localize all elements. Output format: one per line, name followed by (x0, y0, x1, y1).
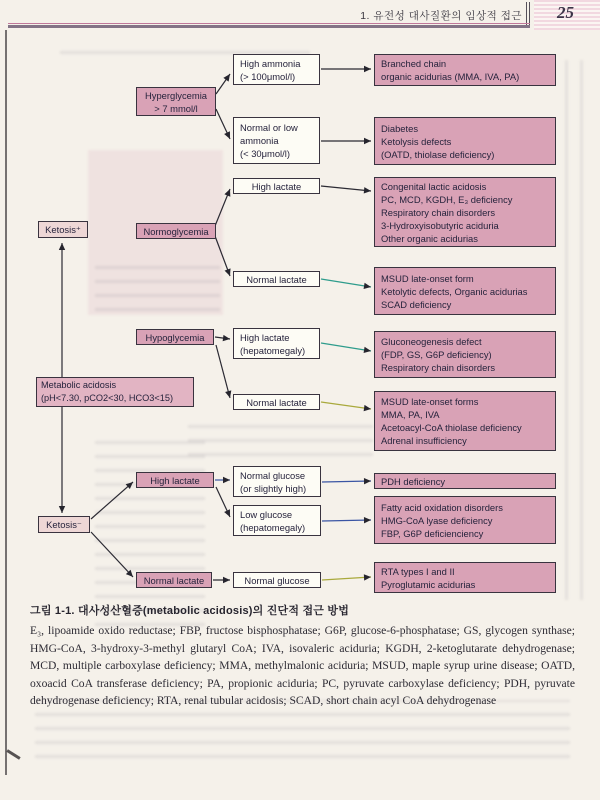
figure-caption (30, 602, 575, 710)
node-line: High lactate (240, 331, 290, 343)
node-normal-lactate-3 (136, 572, 212, 588)
node-hypoglycemia (136, 329, 214, 345)
node-line: Other organic acidurias (381, 232, 478, 244)
node-line: Normal glucose (244, 574, 310, 586)
figure-caption-title (30, 602, 575, 618)
node-line: (OATD, thiolase deficiency) (381, 148, 495, 160)
node-line: Hypoglycemia (145, 331, 205, 343)
edge-ketosis-minus-to-high-lactate-2 (91, 482, 133, 519)
node-line: Branched chain (381, 58, 447, 69)
node-line: 3-Hydroxyisobutyric aciduria (381, 219, 499, 231)
node-line: Ketolysis defects (381, 135, 452, 147)
node-line: Pyroglutamic acidurias (381, 578, 476, 590)
arrowhead (59, 243, 65, 250)
node-normal-glucose-1 (233, 466, 321, 497)
node-hyperglycemia (136, 87, 216, 116)
node-line: Diabetes (381, 122, 419, 134)
edge-normal-glucose-2-to-rta (322, 577, 371, 580)
node-line: Acetoacyl-CoA thiolase deficiency (381, 422, 522, 433)
node-line: MSUD late-onset form (381, 272, 474, 284)
arrowhead (364, 574, 371, 580)
node-line: Metabolic acidosis (41, 380, 117, 390)
node-line: Low glucose (240, 508, 293, 520)
node-line: Ketolytic defects, Organic acidurias (381, 285, 528, 297)
node-line: High lactate (150, 474, 200, 486)
arrowhead (364, 66, 371, 72)
figure-label: 그림 1-1. (30, 605, 75, 617)
node-rta (374, 562, 556, 593)
arrowhead (364, 347, 371, 353)
node-ketosis-minus (38, 516, 90, 533)
node-line: (> 100μmol/l) (240, 70, 296, 82)
node-msud-late-onset-forms (374, 391, 556, 451)
node-normal-glucose-2 (233, 572, 321, 588)
node-normal-lactate-1 (233, 271, 320, 287)
node-line: (or slightly high) (240, 482, 307, 494)
node-line: PC, MCD, KGDH, E₃ deficiency (381, 193, 513, 205)
node-low-glucose (233, 505, 321, 536)
node-line: (< 30μmol/l) (240, 148, 290, 159)
figure-title: 대사성산혈증(metabolic acidosis)의 진단적 접근 방법 (77, 605, 350, 617)
node-high-lactate-2 (136, 472, 214, 488)
node-line: (FDP, GS, G6P deficiency) (381, 349, 492, 360)
node-line: Normoglycemia (143, 225, 209, 237)
node-line: SCAD deficiency (381, 298, 452, 310)
node-line: HMG-CoA lyase deficiency (381, 514, 493, 526)
node-pdh-deficiency (374, 473, 556, 489)
node-line: High lactate (251, 180, 302, 192)
arrowhead (225, 268, 231, 276)
arrowhead (223, 477, 230, 483)
node-line: PDH deficiency (381, 475, 446, 487)
node-fatty-acid-oxidation (374, 496, 556, 544)
node-diabetes (374, 117, 556, 165)
arrowhead (59, 506, 65, 513)
arrowhead (364, 478, 371, 484)
node-line: Normal or low (240, 122, 298, 133)
node-branched-chain (374, 54, 556, 86)
edge-ketosis-minus-to-normal-lactate-3 (91, 532, 133, 577)
node-line: (hepatomegaly) (240, 521, 306, 533)
edge-hypoglycemia-to-normal-lactate-2 (216, 345, 230, 398)
node-line: > 7 mmol/l (154, 102, 198, 114)
arrowhead (223, 577, 230, 583)
node-line: Adrenal insufficiency (381, 435, 467, 446)
node-line: Normal glucose (240, 469, 306, 481)
node-line: High ammonia (240, 57, 301, 69)
abbreviation-list: E₃, lipoamide oxido reductase; FBP, fructose bisphosphatase; G6P, glucose-6-phosphatase; GS, glycogen synthase; HMG-CoA, 3-hydroxy-3-methyl glutaryl CoA; IVA, isovaleric aciduria; KGDH, 2-ketoglutarate dehydrogenase; MCD, multiple carboxylase deficiency; MMA, methylmalonic aciduria; MSUD, maple syrup urine disease; OATD, oxoacid CoA transferase deficiency; PA, propionic aciduria; PC, pyruvate carboxylase deficiency; PDH, pyruvate dehydrogenase deficiency; RTA, renal tubular acidosis; SCAD, short chain acyl CoA dehydrogenase (30, 624, 575, 707)
node-gluconeogenesis-defect (374, 331, 556, 378)
chapter-title: 1. 유전성 대사질환의 임상적 접근 (360, 10, 522, 22)
arrowhead (364, 405, 371, 411)
node-normal-lactate-2 (233, 394, 320, 410)
node-line: Normal lactate (246, 273, 307, 285)
node-line: (hepatomegaly) (240, 344, 306, 356)
node-normal-low-ammonia (233, 117, 320, 164)
arrowhead (364, 138, 371, 144)
edge-normal-lactate-to-msud (321, 279, 371, 287)
node-normoglycemia (136, 223, 216, 239)
node-line: (pH<7.30, pCO2<30, HCO3<15) (41, 393, 174, 403)
node-line: Ketosis⁻ (46, 519, 82, 530)
node-ketosis-plus (38, 221, 88, 238)
node-high-lactate-1 (233, 178, 320, 194)
node-line: Gluconeogenesis defect (381, 336, 482, 347)
node-line: FBP, G6P deficienciency (381, 527, 484, 539)
edge-high-lactate-to-congenital (321, 186, 371, 191)
node-line: ammonia (240, 135, 279, 146)
page-number: 25 (557, 3, 574, 22)
node-msud-late-onset-form (374, 267, 556, 315)
arrowhead (223, 335, 230, 341)
node-line: Congenital lactic acidosis (381, 180, 487, 192)
node-line: organic acidurias (MMA, IVA, PA) (381, 71, 520, 82)
edge-normal-lactate-2-to-msud-forms (321, 402, 371, 409)
edge-low-glucose-to-fatty (322, 520, 371, 521)
edge-high-lactate-hep-to-gluconeogenesis (321, 343, 371, 351)
node-line: MSUD late-onset forms (381, 396, 479, 407)
node-line: RTA types I and II (381, 565, 455, 577)
node-high-ammonia (233, 54, 320, 85)
node-line: Fatty acid oxidation disorders (381, 501, 503, 513)
node-line: Ketosis⁺ (45, 224, 81, 235)
node-line: Normal lactate (246, 396, 307, 408)
node-high-lactate-hepatomegaly (233, 328, 320, 359)
node-congenital-lactic-acidosis (374, 177, 556, 247)
node-line: Respiratory chain disorders (381, 362, 496, 373)
node-line: Hyperglycemia (145, 89, 207, 101)
arrowhead (223, 74, 230, 82)
arrowhead (364, 283, 371, 289)
node-metabolic-acidosis (36, 377, 194, 407)
node-line: Normal lactate (143, 574, 205, 586)
node-line: MMA, PA, IVA (381, 409, 440, 420)
node-line: Respiratory chain disorders (381, 206, 496, 218)
arrowhead (364, 517, 371, 523)
edge-normal-glucose-to-pdh (322, 481, 371, 482)
arrowhead (225, 390, 231, 398)
